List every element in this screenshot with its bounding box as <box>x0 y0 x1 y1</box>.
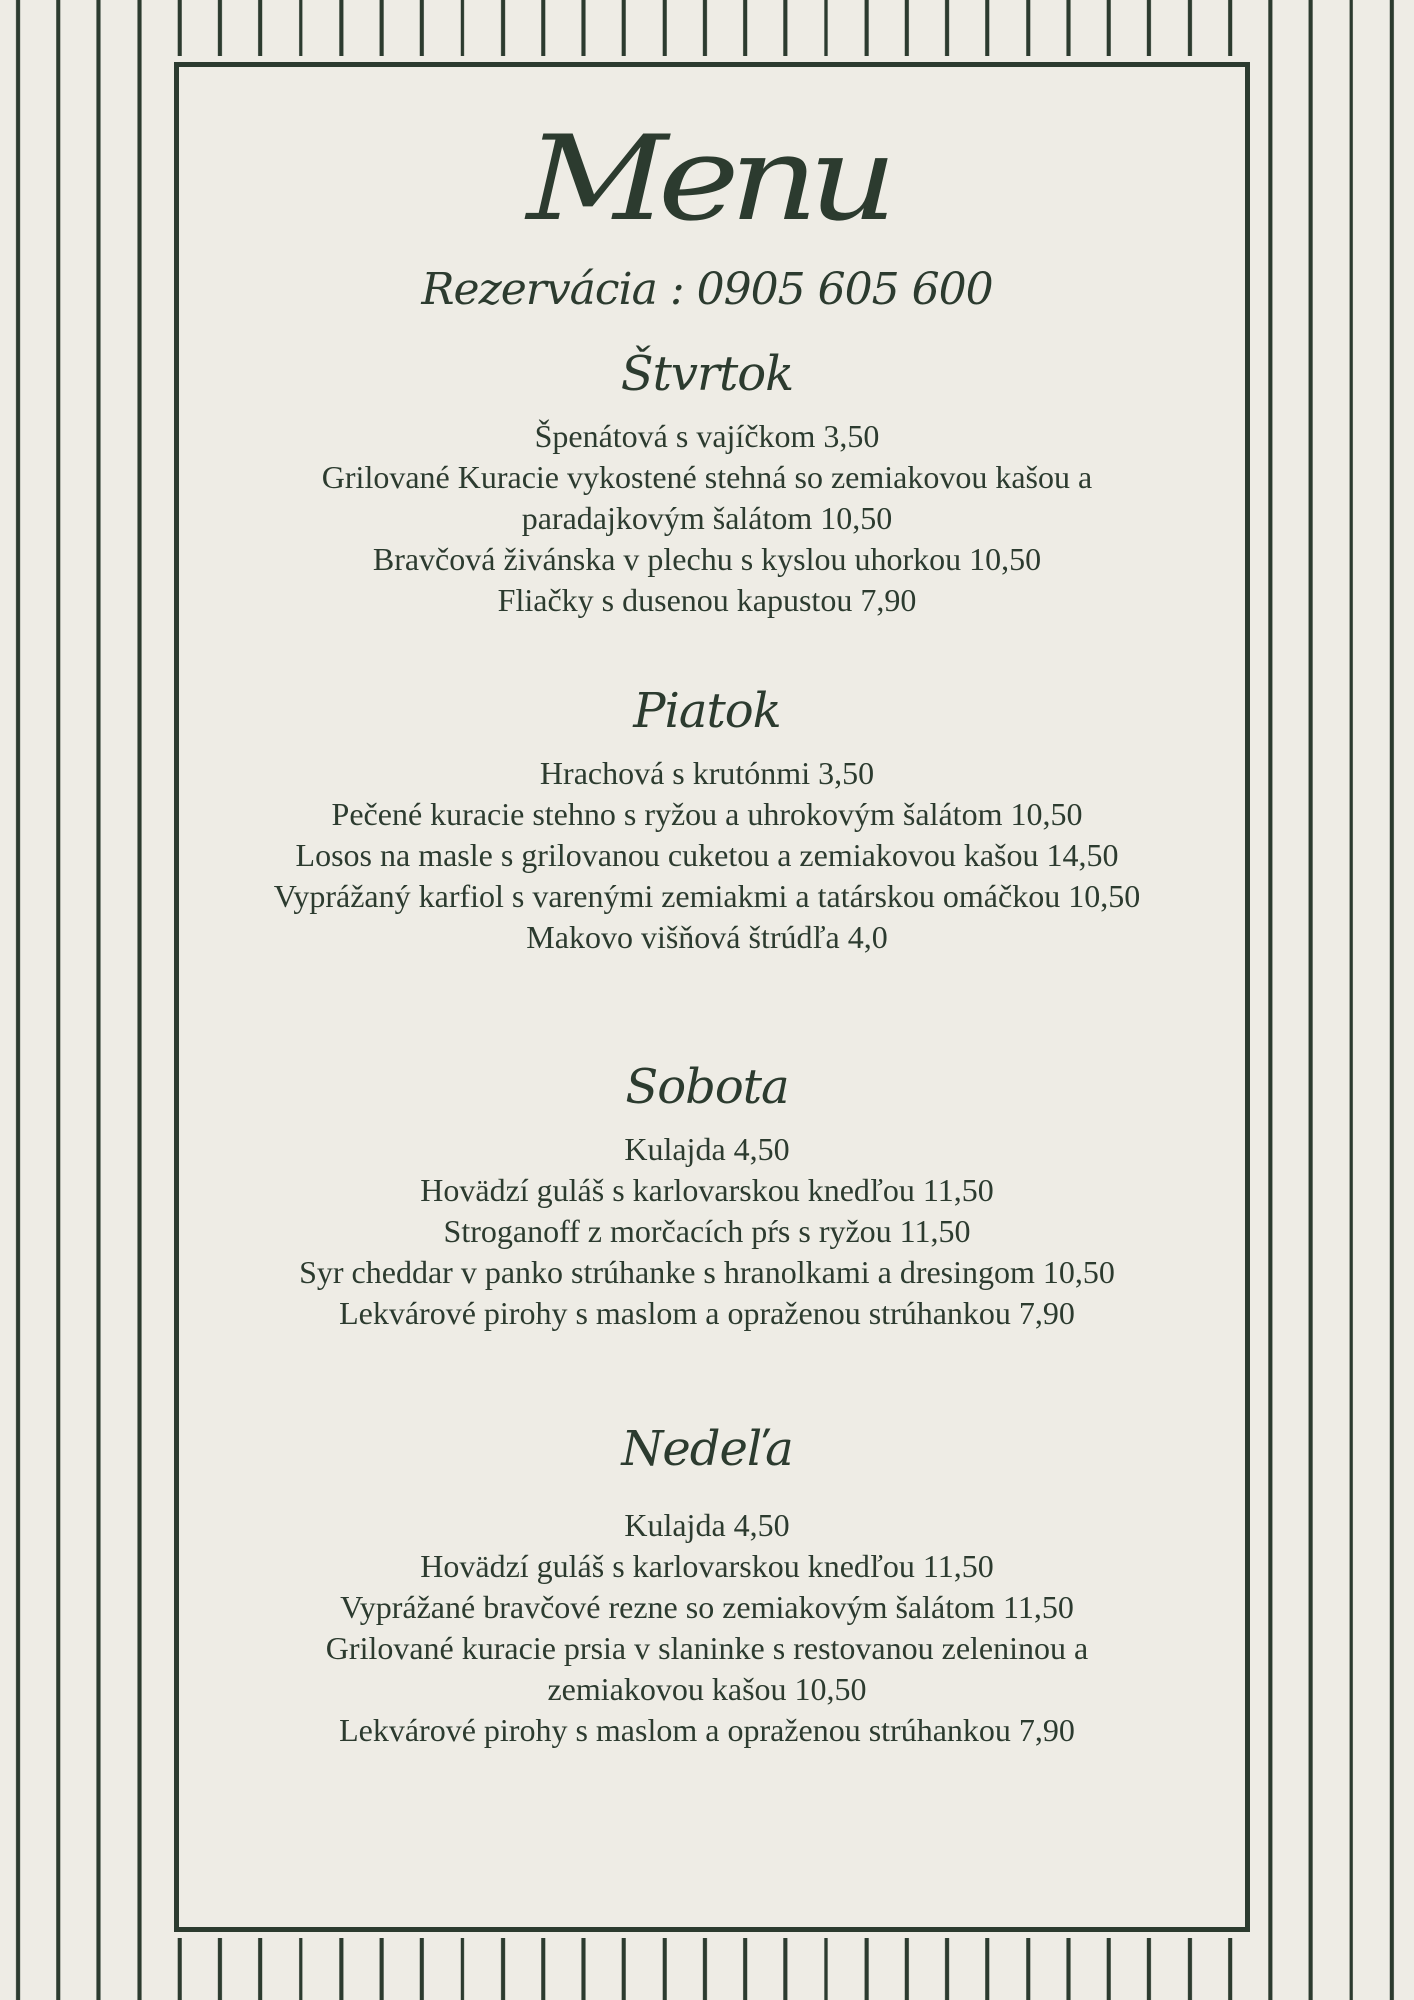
menu-item: Makovo višňová štrúdľa 4,0 <box>526 919 888 955</box>
menu-item: Kulajda 4,50 <box>624 1507 790 1543</box>
sunday-items <box>257 1505 1157 1751</box>
menu-item: Fliačky s dusenou kapustou 7,90 <box>497 582 917 618</box>
menu-item: Stroganoff z morčacích pŕs s ryžou 11,50 <box>443 1213 971 1249</box>
menu-item: Hovädzí guláš s karlovarskou knedľou 11,50 <box>420 1172 994 1208</box>
menu-item: Bravčová živánska v plechu s kyslou uhorkou 10,50 <box>372 541 1042 577</box>
menu-item: Syr cheddar v panko strúhanke s hranolkami a dresingom 10,50 <box>299 1254 1115 1290</box>
menu-item: Losos na masle s grilovanou cuketou a zemiakovou kašou 14,50 <box>295 837 1119 873</box>
day-heading-friday: Piatok <box>633 683 781 739</box>
day-heading-sunday: Nedeľa <box>621 1421 793 1477</box>
day-heading-saturday: Sobota <box>625 1059 789 1115</box>
day-heading-thursday: Štvrtok <box>620 346 794 402</box>
menu-item: Pečené kuracie stehno s ryžou a uhrokovým šalátom 10,50 <box>331 796 1083 832</box>
reservation-phone: Rezervácia : 0905 605 600 <box>421 264 993 315</box>
menu-item: Vyprážaný karfiol s varenými zemiakmi a tatárskou omáčkou 10,50 <box>273 878 1141 914</box>
menu-item: Lekvárové pirohy s maslom a opraženou strúhankou 7,90 <box>339 1295 1075 1331</box>
menu-item: Grilované Kuracie vykostené stehná so zemiakovou kašou a paradajkovým šalátom 10,50 <box>321 459 1093 536</box>
menu-item: Špenátová s vajíčkom 3,50 <box>534 418 880 454</box>
menu-item: Grilované kuracie prsia v slaninke s restovanou zeleninou a zemiakovou kašou 10,50 <box>325 1630 1089 1707</box>
friday-items <box>267 753 1147 958</box>
menu-item: Lekvárové pirohy s maslom a opraženou strúhankou 7,90 <box>339 1712 1075 1748</box>
menu-item: Kulajda 4,50 <box>624 1131 790 1167</box>
menu-item: Hovädzí guláš s karlovarskou knedľou 11,50 <box>420 1548 994 1584</box>
menu-title: Menu <box>526 110 888 247</box>
saturday-items <box>267 1129 1147 1334</box>
menu-item: Hrachová s krutónmi 3,50 <box>539 755 875 791</box>
menu-item: Vyprážané bravčové rezne so zemiakovým šalátom 11,50 <box>340 1589 1074 1625</box>
thursday-items <box>247 416 1167 621</box>
